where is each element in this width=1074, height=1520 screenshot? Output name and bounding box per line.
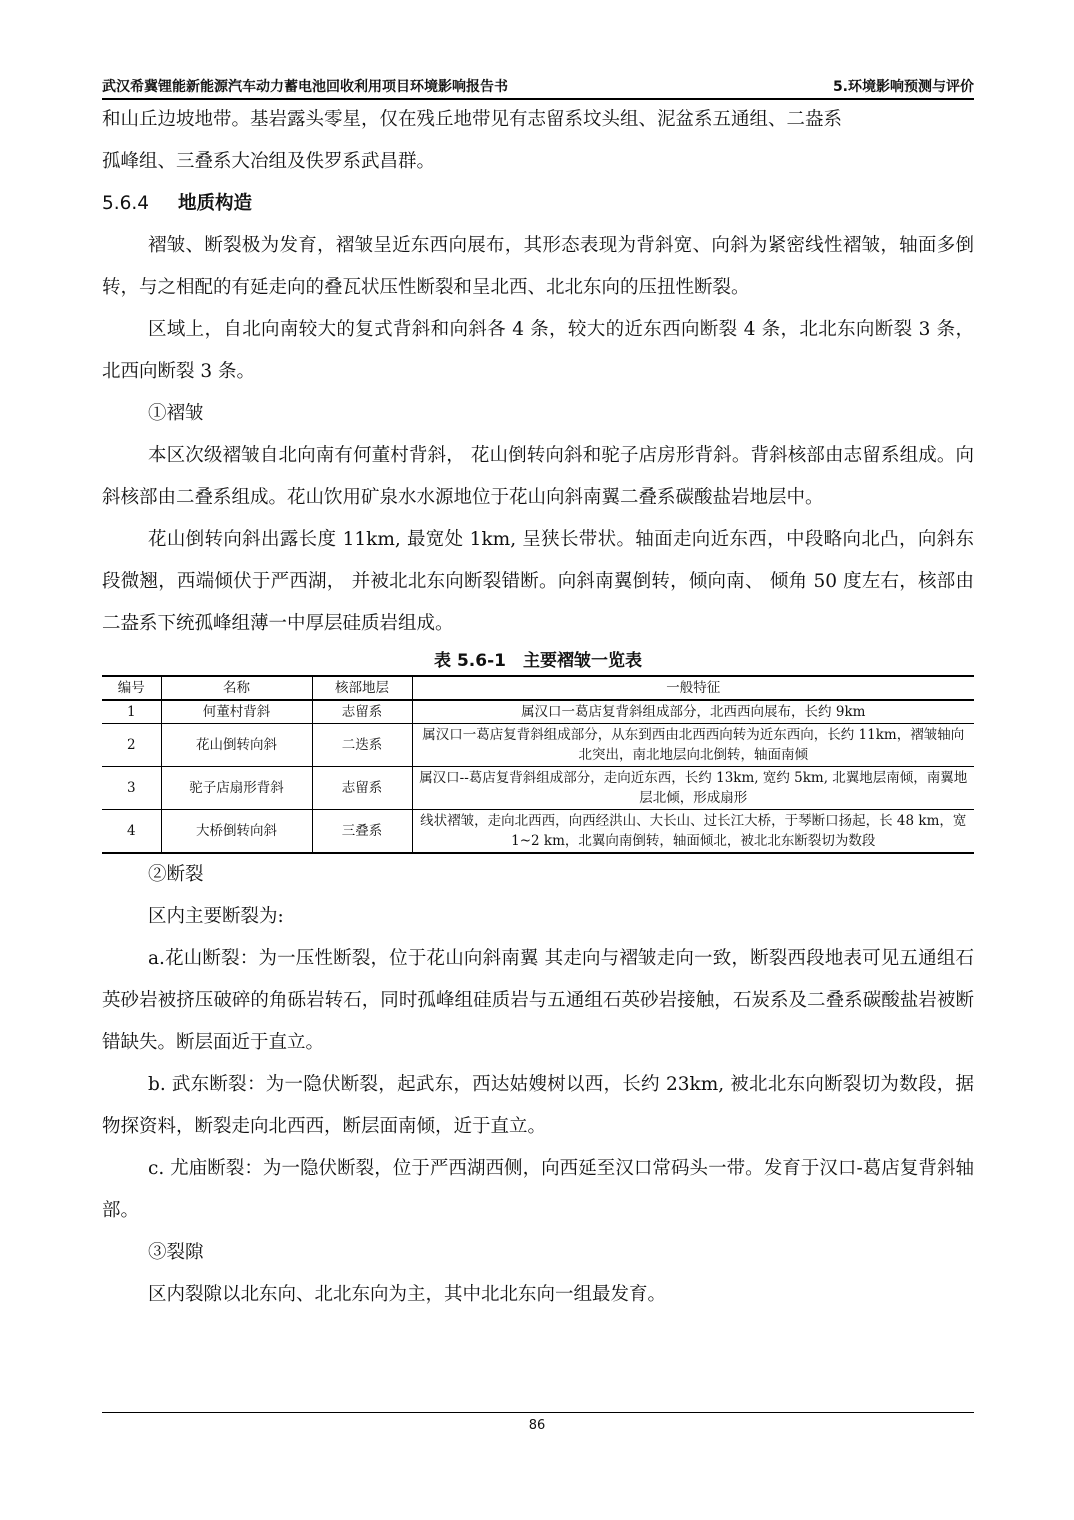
table-row [102,810,974,854]
subheading-faults: ②断裂 [148,864,204,885]
paragraph-youmiao-fault: c. 尤庙断裂：为一隐伏断裂，位于严西湖西侧，向西延至汉口常码头一带。发育于汉口-葛店复背斜轴部。 [102,1158,974,1221]
header-chapter-title: 5.环境影响预测与评价 [832,79,974,95]
paragraph-secondary-folds: 本区次级褶皱自北向南有何董村背斜， 花山倒转向斜和驼子店房形背斜。背斜核部由志留系组成。向斜核部由二叠系组成。花山饮用矿泉水水源地位于花山向斜南翼二叠系碳酸盐岩地层中。 [102,445,974,508]
section-number: 5.6.4 [102,193,150,214]
cell-features: 属汉口一葛店复背斜组成部分，北西西向展布，长约 9km [412,700,974,724]
header-cell-core-strata: 核部地层 [312,676,412,700]
header-cell-features: 一般特征 [412,676,974,700]
cell-number: 3 [102,767,161,810]
section-heading [102,183,974,225]
paragraph-wudong-fault: b. 武东断裂：为一隐伏断裂，起武东，西达姑嫂树以西，长约 23km, 被北北东向断裂切为数段，据物探资料，断裂走向北西西，断层面南倾，近于直立。 [102,1074,974,1137]
folds-table [102,675,974,854]
subheading-fissures: ③裂隙 [148,1242,204,1263]
running-header [102,76,974,98]
cell-number: 2 [102,724,161,767]
paragraph-regional: 区域上，自北向南较大的复式背斜和向斜各 4 条，较大的近东西向断裂 4 条，北北东向断裂 3 条，北西向断裂 3 条。 [102,319,974,382]
cell-core-strata: 二迭系 [312,724,412,767]
cell-name: 何董村背斜 [161,700,312,724]
table-row [102,767,974,810]
cell-name: 大桥倒转向斜 [161,810,312,854]
header-cell-name: 名称 [161,676,312,700]
paragraph-huashan-fault: a.花山断裂：为一压性断裂，位于花山向斜南翼 其走向与褶皱走向一致，断裂西段地表可见五通组石英砂岩被挤压破碎的角砾岩转石，同时孤峰组硅质岩与五通组石英砂岩接触，石炭系及二叠系碳酸盐岩被断错缺失。断层面近于直立。 [102,948,974,1053]
paragraph-huashan-syncline: 花山倒转向斜出露长度 11km, 最宽处 1km, 呈狭长带状。轴面走向近东西，中段略向北凸，向斜东段微翘，西端倾伏于严西湖， 并被北北东向断裂错断。向斜南翼倒转，倾向南、 倾角 50 度左右，核部由二盎系下统孤峰组薄一中厚层硅质岩组成。 [102,529,974,634]
cell-number: 4 [102,810,161,854]
intro-line-1: 和山丘边坡地带。基岩露头零星，仅在残丘地带见有志留系坟头组、泥盆系五通组、二盎系 [102,109,843,130]
header-report-title: 武汉希冀锂能新能源汽车动力蓄电池回收利用项目环境影响报告书 [102,79,508,95]
footer-divider [102,1412,974,1413]
paragraph-main-faults: 区内主要断裂为: [148,906,284,927]
page-content [102,99,974,1316]
cell-core-strata: 三叠系 [312,810,412,854]
cell-number: 1 [102,700,161,724]
subheading-folds: ①褶皱 [148,403,204,424]
cell-features: 属汉口--葛店复背斜组成部分，走向近东西，长约 13km, 宽约 5km, 北翼地层南倾，南翼地层北倾，形成扇形 [412,767,974,810]
cell-core-strata: 志留系 [312,767,412,810]
paragraph-fissures: 区内裂隙以北东向、北北东向为主，其中北北东向一组最发育。 [148,1284,667,1305]
paragraph-folds-faults: 褶皱、断裂极为发育，褶皱呈近东西向展布，其形态表现为背斜宽、向斜为紧密线性褶皱，轴面多倒转，与之相配的有延走向的叠瓦状压性断裂和呈北西、北北东向的压扭性断裂。 [102,235,974,298]
intro-line-2: 孤峰组、三叠系大冶组及佚罗系武昌群。 [102,151,436,172]
table-row [102,724,974,767]
cell-features: 线状褶皱，走向北西西，向西经洪山、大长山、过长江大桥，于琴断口扬起，长 48 km，宽 1~2 km，北翼向南倒转，轴面倾北，被北北东断裂切为数段 [412,810,974,854]
cell-features: 属汉口一葛店复背斜组成部分，从东到西由北西西向转为近东西向，长约 11km，褶皱轴向北突出，南北地层向北倒转，轴面南倾 [412,724,974,767]
cell-name: 花山倒转向斜 [161,724,312,767]
page-number: 86 [528,1418,546,1433]
header-cell-number: 编号 [102,676,161,700]
table-row [102,700,974,724]
table-title: 表 5.6-1 主要褶皱一览表 [434,651,642,671]
cell-name: 驼子店扇形背斜 [161,767,312,810]
cell-core-strata: 志留系 [312,700,412,724]
section-title: 地质构造 [178,193,253,214]
table-header-row [102,676,974,700]
